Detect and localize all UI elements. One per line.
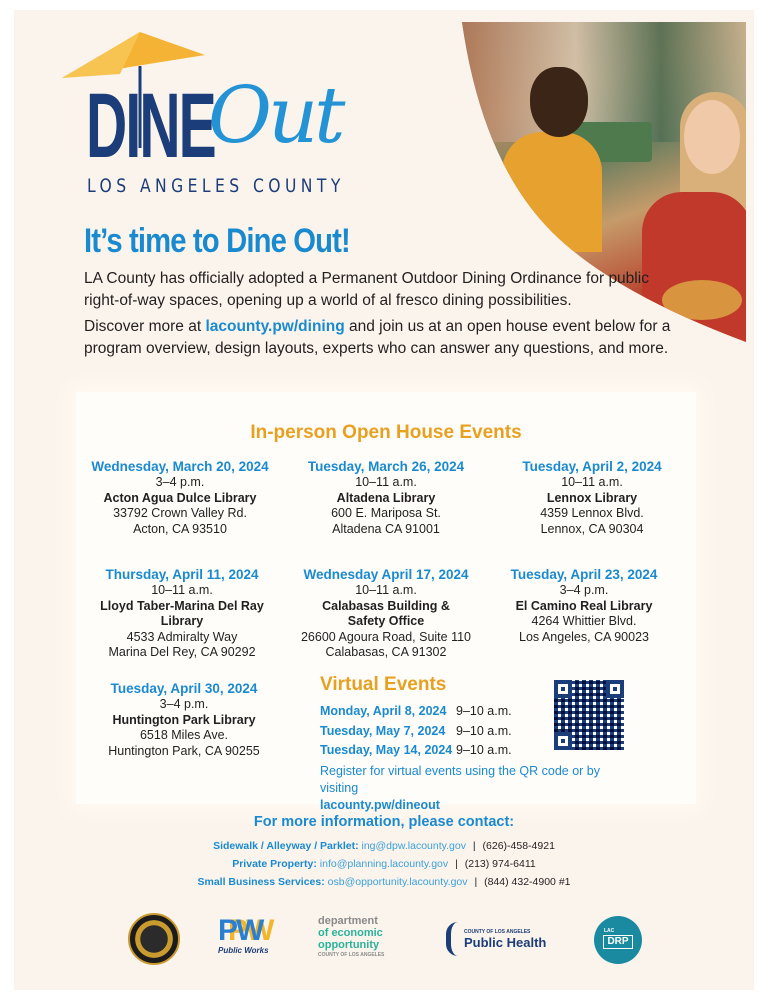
event-city: Acton, CA 93510 bbox=[133, 521, 227, 536]
contact-title: For more information, please contact: bbox=[253, 814, 515, 830]
public-health-mark-icon bbox=[446, 922, 460, 956]
events-panel bbox=[76, 392, 696, 812]
virtual-title: Virtual Events bbox=[320, 674, 447, 695]
event-city: Calabasas, CA 91302 bbox=[325, 645, 447, 659]
drp-text: DRP bbox=[603, 935, 633, 949]
event-venue: El Camino Real Library bbox=[515, 598, 653, 613]
ph-small-text: COUNTY OF LOS ANGELES bbox=[464, 929, 531, 935]
intro-paragraph-1: LA County has officially adopted a Permanent Outdoor Dining Ordinance for public right-of-way spaces, opening up a world of al fresco dining possibilities. bbox=[84, 270, 649, 309]
event-address: 4533 Admiralty Way bbox=[126, 629, 238, 644]
page-headline: It’s time to Dine Out! bbox=[84, 222, 350, 260]
deo-line: department bbox=[318, 915, 378, 927]
event-address: 4359 Lennox Blvd. bbox=[540, 506, 644, 520]
partner-logos bbox=[0, 910, 768, 970]
contact-label: Sidewalk / Alleyway / Parklet: bbox=[213, 840, 359, 852]
in-person-title: In-person Open House Events bbox=[250, 422, 522, 443]
event-address: 600 E. Mariposa St. bbox=[331, 506, 441, 520]
virtual-time: 9–10 a.m. bbox=[456, 723, 512, 738]
event-city: Los Angeles, CA 90023 bbox=[519, 629, 649, 644]
event-time: 10–11 a.m. bbox=[561, 475, 623, 489]
contact-line bbox=[0, 858, 768, 870]
separator: | bbox=[455, 858, 458, 870]
event-date: Tuesday, April 30, 2024 bbox=[110, 681, 258, 696]
event-city: Altadena CA 91001 bbox=[332, 521, 440, 536]
event-time: 10–11 a.m. bbox=[355, 583, 417, 597]
ph-main-text: Public Health bbox=[464, 935, 547, 950]
event-time: 10–11 a.m. bbox=[151, 583, 213, 597]
event-address: 4264 Whittier Blvd. bbox=[531, 614, 637, 628]
event-card bbox=[484, 566, 684, 645]
qr-code-icon[interactable] bbox=[554, 680, 624, 750]
virtual-date: Monday, April 8, 2024 bbox=[320, 704, 447, 718]
public-works-logo bbox=[218, 916, 276, 964]
contact-email[interactable]: info@planning.lacounty.gov bbox=[319, 858, 449, 870]
pw-mark: PW bbox=[218, 914, 263, 947]
event-time: 3–4 p.m. bbox=[159, 697, 209, 711]
event-time: 10–11 a.m. bbox=[355, 475, 417, 489]
public-health-text bbox=[464, 929, 546, 949]
event-date: Tuesday, April 2, 2024 bbox=[522, 459, 662, 474]
contact-phone: (626)-458-4921 bbox=[482, 840, 555, 852]
pw-text: Public Works bbox=[218, 946, 269, 955]
economic-opportunity-logo bbox=[318, 915, 404, 959]
logo-out-text: Out bbox=[208, 71, 342, 161]
event-date: Wednesday April 17, 2024 bbox=[303, 567, 469, 582]
contact-phone: (844) 432-4900 #1 bbox=[484, 876, 571, 888]
deo-line: opportunity bbox=[318, 939, 380, 951]
event-card bbox=[80, 458, 280, 537]
event-time: 3–4 p.m. bbox=[559, 583, 609, 597]
event-venue: Calabasas Building & Safety Office bbox=[322, 598, 450, 628]
event-venue: Lennox Library bbox=[546, 490, 638, 505]
contact-label: Private Property: bbox=[232, 858, 317, 870]
virtual-time: 9–10 a.m. bbox=[456, 743, 512, 757]
event-date: Thursday, April 11, 2024 bbox=[105, 567, 259, 582]
event-venue: Acton Agua Dulce Library bbox=[103, 490, 257, 505]
event-city: Lennox, CA 90304 bbox=[540, 521, 644, 536]
event-card bbox=[286, 458, 486, 537]
event-city: Huntington Park, CA 90255 bbox=[108, 743, 260, 758]
county-seal-icon bbox=[128, 913, 180, 965]
event-date: Wednesday, March 20, 2024 bbox=[91, 459, 269, 474]
event-card bbox=[84, 680, 284, 759]
event-venue: Huntington Park Library bbox=[112, 712, 256, 727]
deo-line: COUNTY OF LOS ANGELES bbox=[318, 952, 385, 958]
drp-logo bbox=[594, 916, 642, 964]
event-venue: Lloyd Taber-Marina Del Ray Library bbox=[100, 598, 264, 628]
contact-line bbox=[0, 840, 768, 852]
virtual-date: Tuesday, May 14, 2024 bbox=[320, 743, 453, 757]
event-venue: Altadena Library bbox=[336, 490, 436, 505]
event-date: Tuesday, March 26, 2024 bbox=[307, 459, 465, 474]
event-address: 33792 Crown Valley Rd. bbox=[113, 506, 247, 520]
event-card bbox=[84, 566, 280, 661]
contact-label: Small Business Services: bbox=[197, 876, 325, 888]
logo-dine-text: DINE bbox=[86, 75, 215, 177]
register-text: Register for virtual events using the QR code or by visiting bbox=[320, 763, 600, 795]
event-address: 26600 Agoura Road, Suite 110 bbox=[300, 629, 472, 644]
event-address: 6518 Miles Ave. bbox=[139, 728, 229, 742]
separator: | bbox=[474, 876, 478, 888]
event-time: 3–4 p.m. bbox=[155, 475, 205, 489]
contact-line bbox=[0, 876, 768, 888]
dining-link[interactable]: lacounty.pw/dining bbox=[205, 318, 345, 335]
separator: | bbox=[472, 840, 476, 852]
virtual-time: 9–10 a.m. bbox=[456, 704, 512, 718]
event-card bbox=[286, 566, 486, 661]
dine-out-logo bbox=[60, 30, 390, 200]
public-health-logo bbox=[446, 922, 546, 956]
deo-line: of economic bbox=[318, 927, 383, 939]
dineout-link[interactable]: lacounty.pw/dineout bbox=[320, 797, 440, 812]
virtual-register-note bbox=[320, 763, 640, 814]
intro-paragraph-2 bbox=[84, 316, 674, 360]
drp-lac-text: LAC bbox=[604, 928, 615, 934]
contact-email[interactable]: osb@opportunity.lacounty.gov bbox=[327, 876, 468, 888]
event-card bbox=[492, 458, 692, 537]
contact-email[interactable]: ing@dpw.lacounty.gov bbox=[361, 840, 466, 852]
logo-subtitle: LOS ANGELES COUNTY bbox=[87, 175, 345, 197]
intro-text: Discover more at bbox=[84, 318, 206, 335]
event-city: Marina Del Rey, CA 90292 bbox=[108, 645, 256, 659]
intro-text: and join us at an open house event below for a program overview, design layouts, experts who can answer any questions, and more. bbox=[84, 318, 671, 357]
event-date: Tuesday, April 23, 2024 bbox=[510, 567, 658, 582]
contact-phone: (213) 974-6411 bbox=[464, 858, 536, 870]
virtual-date: Tuesday, May 7, 2024 bbox=[320, 723, 446, 738]
